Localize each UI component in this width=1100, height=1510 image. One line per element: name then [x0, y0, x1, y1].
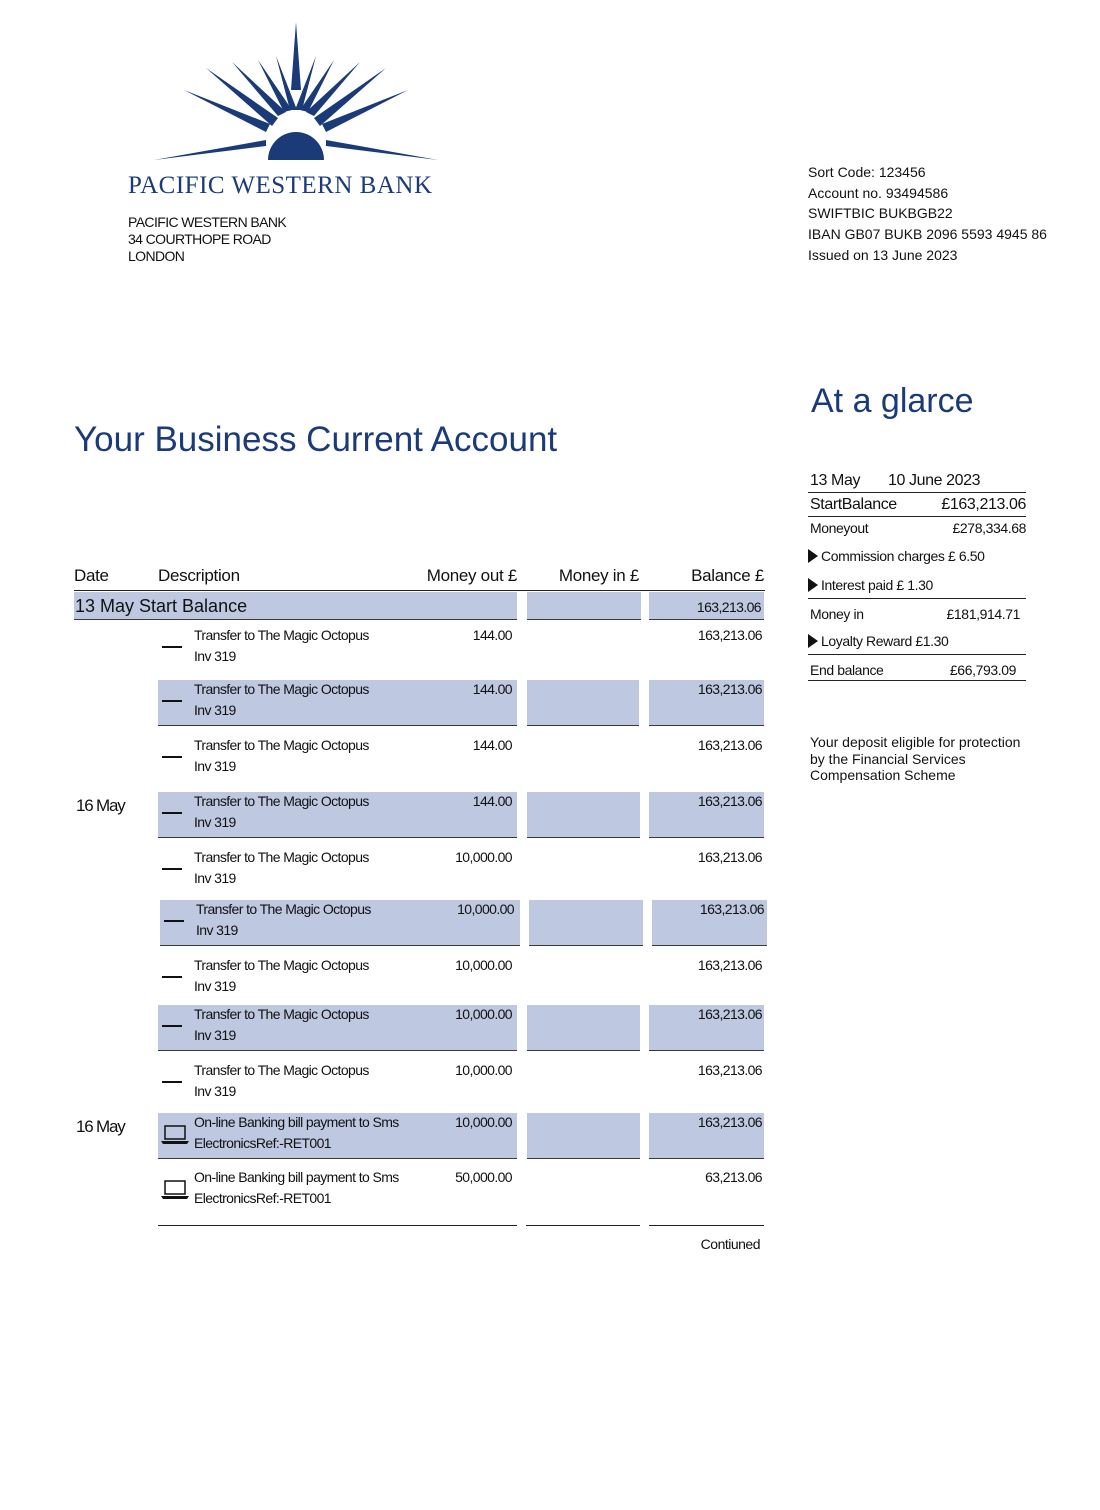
- dash-icon: [162, 646, 182, 648]
- laptop-icon: [160, 1179, 190, 1201]
- row-reference: Inv 319: [194, 814, 236, 830]
- money-in-cell: [527, 592, 641, 620]
- row-reference: Inv 319: [194, 702, 236, 718]
- dash-icon: [162, 1025, 182, 1027]
- note-line: Your deposit eligible for protection: [810, 734, 1021, 750]
- row-balance: 163,213.06: [697, 849, 762, 865]
- row-shade-money-in: [527, 792, 640, 838]
- dash-icon: [162, 812, 182, 814]
- row-money-out: 10,000.00: [455, 957, 512, 973]
- bank-logo: [150, 20, 440, 165]
- period-start: 13 May: [810, 472, 861, 489]
- account-number: Account no. 93494586: [808, 184, 949, 201]
- dash-icon: [162, 1081, 182, 1083]
- label: StartBalance: [810, 496, 897, 513]
- laptop-icon: [160, 1124, 190, 1146]
- page-title: Your Business Current Account: [74, 420, 558, 459]
- note-line: by the Financial Services: [810, 750, 966, 767]
- row-money-out: 10,000.00: [457, 901, 514, 917]
- label: End balance: [810, 662, 884, 678]
- dash-icon: [162, 976, 182, 978]
- row-balance: 63,213.06: [705, 1169, 762, 1185]
- bullet-arrow-icon: [808, 578, 818, 592]
- row-balance: 163,213.06: [697, 793, 762, 809]
- row-description: Transfer to The Magic Octopus: [194, 1006, 369, 1022]
- row-money-out: 10,000.00: [455, 1062, 512, 1078]
- row-description: On-line Banking bill payment to Sms: [194, 1114, 399, 1130]
- dash-icon: [162, 756, 182, 758]
- header-date: Date: [74, 566, 109, 585]
- bullet-arrow-icon: [808, 634, 818, 648]
- row-description: Transfer to The Magic Octopus: [194, 957, 369, 973]
- row-money-out: 10,000.00: [455, 849, 512, 865]
- bank-address: [128, 214, 286, 265]
- row-reference: Inv 319: [194, 758, 236, 774]
- table-bottom-line: [526, 1225, 640, 1226]
- row-reference: Inv 319: [194, 1027, 236, 1043]
- row-reference: ElectronicsRef:-RET001: [194, 1135, 331, 1151]
- note-line: Compensation Scheme: [810, 767, 956, 783]
- row-balance: 163,213.06: [697, 1062, 762, 1078]
- row-balance: 163,213.06: [697, 627, 762, 643]
- loyalty-text: Loyalty Reward £1.30: [821, 633, 949, 649]
- fscs-note: [810, 734, 1040, 784]
- row-shade-money-in: [529, 900, 643, 946]
- row-balance: 163,213.06: [697, 681, 762, 697]
- value: £181,914.71: [946, 606, 1020, 622]
- row-description: Transfer to The Magic Octopus: [194, 849, 369, 865]
- divider: [808, 654, 1026, 655]
- divider: [808, 492, 1026, 493]
- header-money-in: Money in £: [558, 566, 639, 585]
- interest-text: Interest paid £ 1.30: [821, 577, 933, 593]
- row-description: Transfer to The Magic Octopus: [194, 627, 369, 643]
- continued-note: Contiuned: [700, 1236, 760, 1252]
- row-balance: 163,213.06: [697, 737, 762, 753]
- row-money-out: 144.00: [472, 681, 512, 697]
- table-bottom-line: [649, 1225, 764, 1226]
- dash-icon: [162, 700, 182, 702]
- glance-title: At a glarce: [811, 382, 974, 420]
- row-money-out: 50,000.00: [455, 1169, 512, 1185]
- row-description: Transfer to The Magic Octopus: [194, 1062, 369, 1078]
- row-reference: ElectronicsRef:-RET001: [194, 1190, 331, 1206]
- header-balance: Balance £: [691, 566, 764, 585]
- divider: [808, 680, 1026, 681]
- divider: [808, 516, 1026, 517]
- dash-icon: [162, 868, 182, 870]
- row-shade-money-in: [527, 1113, 640, 1159]
- row-shade-money-in: [527, 1005, 640, 1051]
- value: £66,793.09: [949, 662, 1016, 678]
- row-reference: Inv 319: [194, 870, 236, 886]
- row-money-out: 144.00: [472, 737, 512, 753]
- dash-icon: [164, 920, 184, 922]
- row-balance: 163,213.06: [697, 1114, 762, 1130]
- row-shade-money-in: [527, 680, 639, 726]
- address-line: 34 COURTHOPE ROAD: [128, 231, 271, 247]
- header-description: Description: [158, 566, 240, 585]
- address-line: PACIFIC WESTERN BANK: [128, 214, 287, 230]
- row-reference: Inv 319: [194, 1083, 236, 1099]
- row-money-out: 144.00: [472, 627, 512, 643]
- sort-code: Sort Code: 123456: [808, 164, 926, 180]
- label: Money in: [810, 606, 864, 622]
- bank-name: PACIFIC WESTERN BANK: [128, 172, 433, 199]
- row-money-out: 144.00: [472, 793, 512, 809]
- value: £163,213.06: [941, 496, 1026, 513]
- date-label: 16 May: [76, 1117, 125, 1136]
- row-money-out: 10,000.00: [455, 1006, 512, 1022]
- row-description: Transfer to The Magic Octopus: [196, 901, 371, 917]
- divider: [808, 598, 1026, 599]
- bullet-arrow-icon: [808, 549, 818, 563]
- period-end: 10 June 2023: [888, 472, 981, 489]
- row-reference: Inv 319: [194, 978, 236, 994]
- row-balance: 163,213.06: [697, 1006, 762, 1022]
- start-balance-value: 163,213.06: [696, 599, 761, 615]
- row-reference: Inv 319: [196, 922, 238, 938]
- commission-text: Commission charges £ 6.50: [821, 548, 985, 564]
- swift-bic: SWIFTBIC BUKBGB22: [808, 205, 953, 222]
- table-bottom-line: [158, 1225, 517, 1226]
- start-balance-label: 13 May Start Balance: [75, 596, 248, 616]
- row-description: Transfer to The Magic Octopus: [194, 737, 369, 753]
- iban: IBAN GB07 BUKB 2096 5593 4945 86: [808, 226, 1047, 243]
- row-description: Transfer to The Magic Octopus: [194, 793, 369, 809]
- address-line: LONDON: [128, 248, 185, 264]
- row-balance: 163,213.06: [699, 901, 764, 917]
- issue-date: Issued on 13 June 2023: [808, 246, 958, 263]
- date-label: 16 May: [76, 796, 125, 815]
- row-description: Transfer to The Magic Octopus: [194, 681, 369, 697]
- row-balance: 163,213.06: [697, 957, 762, 973]
- row-money-out: 10,000.00: [455, 1114, 512, 1130]
- label: Moneyout: [810, 520, 869, 536]
- row-description: On-line Banking bill payment to Sms: [194, 1169, 399, 1185]
- row-reference: Inv 319: [194, 648, 236, 664]
- header-money-out: Money out £: [426, 566, 517, 585]
- value: £278,334.68: [952, 520, 1026, 536]
- account-details: [808, 162, 1047, 266]
- header-divider: [74, 590, 765, 591]
